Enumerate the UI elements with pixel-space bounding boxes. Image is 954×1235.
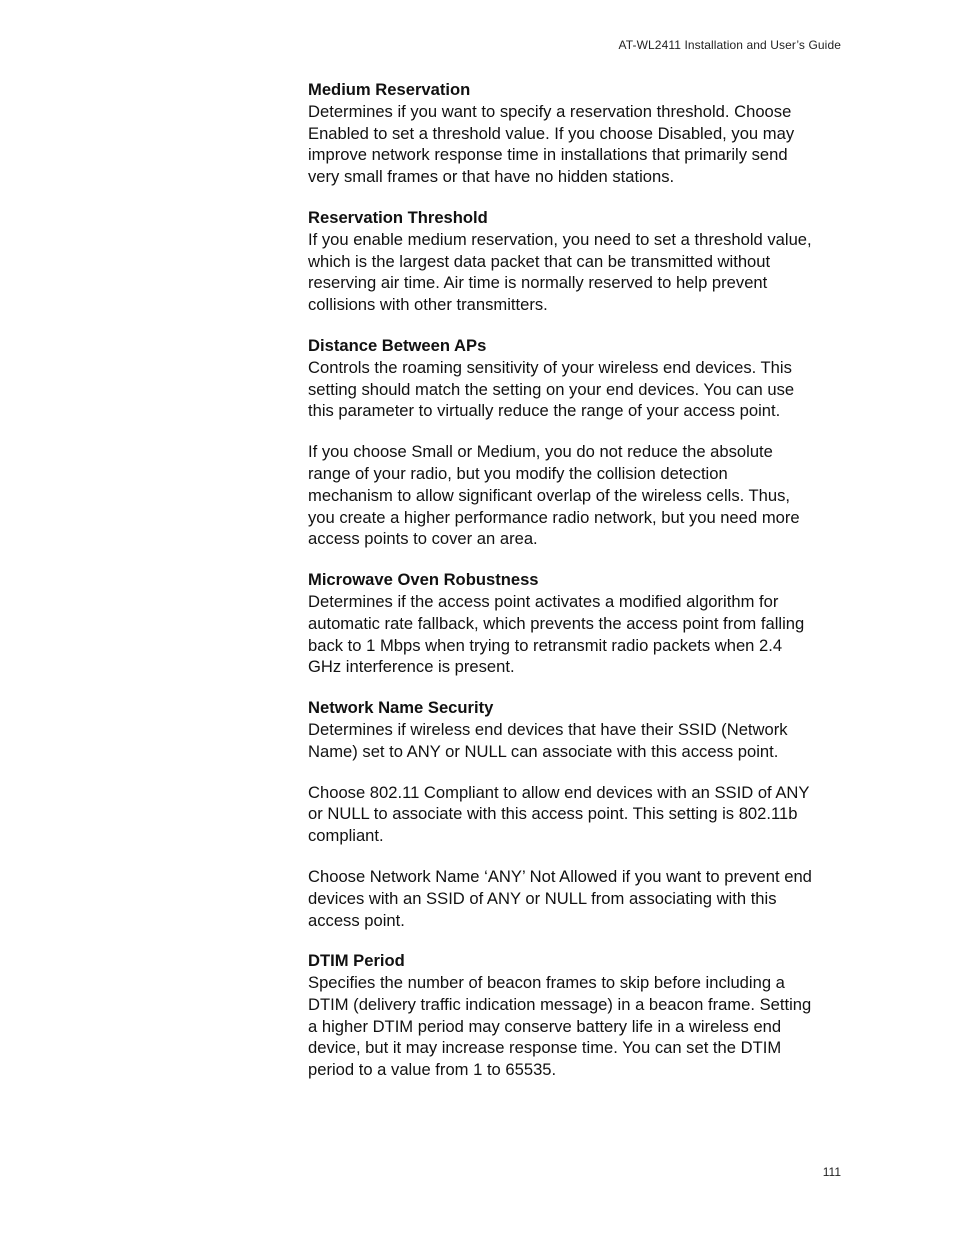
section-heading: Medium Reservation	[308, 80, 471, 99]
section-medium-reservation	[308, 79, 814, 188]
section-heading: DTIM Period	[308, 951, 405, 971]
section-paragraph: Controls the roaming sensitivity of your wireless end devices. This setting should match the setting on your end devices. You can use this parameter to virtually reduce the range of your access point.	[308, 357, 795, 421]
section-paragraph: Choose Network Name ‘ANY’ Not Allowed if you want to prevent end devices with an SSID of ANY or NULL from associating with this access point.	[308, 866, 812, 930]
section-heading: Network Name Security	[308, 698, 494, 718]
section-heading: Distance Between APs	[308, 335, 487, 355]
section-paragraph: Determines if you want to specify a reservation threshold. Choose Enabled to set a threshold value. If you choose Disabled, you may improve network response time in installations that primarily send very small frames or that have no hidden stations.	[308, 101, 795, 187]
running-header: AT-WL2411 Installation and User’s Guide	[618, 38, 841, 52]
section-heading: Microwave Oven Robustness	[308, 570, 539, 590]
section-network-name-security	[308, 697, 814, 931]
section-paragraph: Choose 802.11 Compliant to allow end devices with an SSID of ANY or NULL to associate with this access point. This setting is 802.11b compliant.	[308, 782, 810, 846]
section-distance-between-aps	[308, 335, 814, 550]
page-number: 111	[822, 1165, 841, 1179]
section-heading: Reservation Threshold	[308, 207, 488, 227]
document-body	[308, 79, 814, 1100]
section-paragraph: Determines if the access point activates a modified algorithm for automatic rate fallback, which prevents the access point from falling back to 1 Mbps when trying to retransmit radio packets when 2.4 GHz interference is present.	[308, 591, 805, 677]
section-dtim-period	[308, 950, 814, 1081]
section-paragraph: Determines if wireless end devices that have their SSID (Network Name) set to ANY or NULL can associate with this access point.	[308, 719, 788, 761]
section-paragraph: Specifies the number of beacon frames to skip before including a DTIM (delivery traffic indication message) in a beacon frame. Setting a higher DTIM period may conserve battery life in a wireless end device, but it may increase response time. You can set the DTIM period to a value from 1 to 65535.	[308, 973, 812, 1080]
section-reservation-threshold	[308, 207, 814, 316]
section-paragraph: If you enable medium reservation, you need to set a threshold value, which is the largest data packet that can be transmitted without reserving air time. Air time is normally reserved to help prevent collisions with other transmitters.	[308, 229, 812, 315]
section-microwave-oven-robustness	[308, 569, 814, 678]
section-paragraph: If you choose Small or Medium, you do not reduce the absolute range of your radio, but you modify the collision detection mechanism to allow significant overlap of the wireless cells. Thus, you create a higher performance radio network, but you need more access points to cover an area.	[308, 442, 800, 549]
